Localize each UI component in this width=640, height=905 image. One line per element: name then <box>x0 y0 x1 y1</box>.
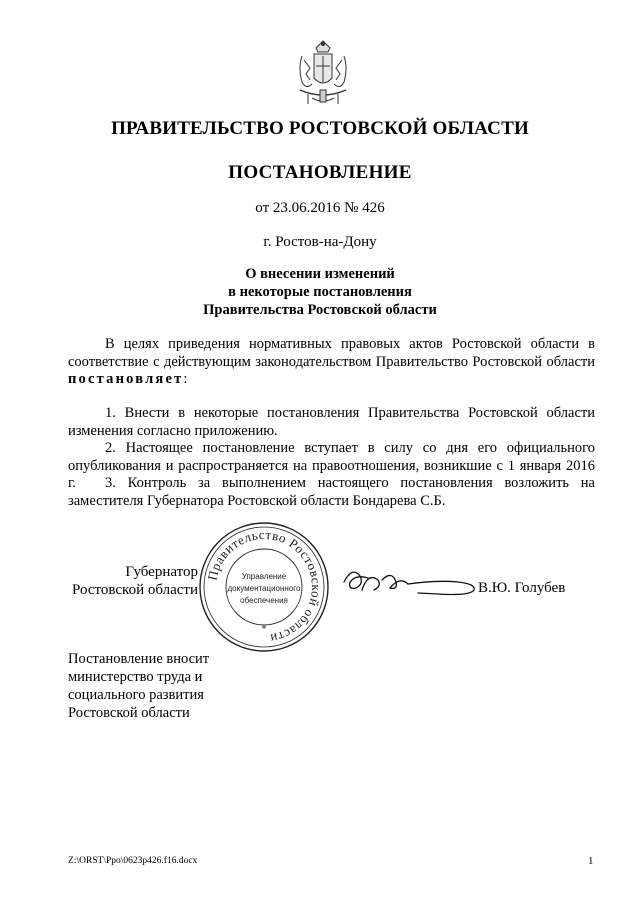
decision-item-3: 3. Контроль за выполнением настоящего постановления возложить на заместителя Губернатора Ростовской области Бондарева С.Б. <box>68 475 595 509</box>
document-date-number: от 23.06.2016 № 426 <box>255 200 385 216</box>
subject-line: О внесении изменений <box>245 266 395 282</box>
preamble-end: : <box>183 371 188 387</box>
decision-item-1: 1. Внести в некоторые постановления Правительства Ростовской области изменения согласно приложению. <box>68 405 595 439</box>
document-city: г. Ростов-на-Дону <box>263 234 377 250</box>
preamble-paragraph <box>68 336 595 389</box>
submitter-note: Постановление вносит министерство труда и социального развития Ростовской области <box>68 651 210 721</box>
signatory-title <box>68 563 198 599</box>
subject-line: в некоторые постановления <box>228 284 412 300</box>
round-seal-stamp <box>196 519 332 655</box>
preamble-verb: постановляет <box>68 371 184 387</box>
subject-line: Правительства Ростовской области <box>203 302 437 318</box>
decision-item-2: 2. Настоящее постановление вступает в силу со дня его официального опубликования и распространяется на правоотношения, возникшие с 1 января 2016 г. <box>68 440 595 491</box>
page-number: 1 <box>588 855 594 867</box>
handwritten-signature <box>338 560 483 600</box>
stamp-center-line: обеспечения <box>240 596 288 605</box>
preamble-text: В целях приведения нормативных правовых актов Ростовской области в соответствие с действующим законодательством Правительство Ростовской области <box>68 336 595 370</box>
svg-text:*: * <box>261 624 267 635</box>
document-type-title: ПОСТАНОВЛЕНИЕ <box>228 162 412 183</box>
signatory-title-line: Ростовской области <box>72 582 198 598</box>
stamp-center-line: документационного <box>227 584 301 593</box>
signatory-title-line: Губернатор <box>125 564 198 580</box>
signatory-name: В.Ю. Голубев <box>478 580 566 596</box>
stamp-ring-text: Правительство Ростовской области <box>204 526 325 647</box>
stamp-center-line: Управление <box>241 572 287 581</box>
organization-title: ПРАВИТЕЛЬСТВО РОСТОВСКОЙ ОБЛАСТИ <box>111 118 529 139</box>
coat-of-arms-icon <box>294 38 352 110</box>
footer-file-path: Z:\ORST\Ppo\0623p426.f16.docx <box>68 856 198 866</box>
